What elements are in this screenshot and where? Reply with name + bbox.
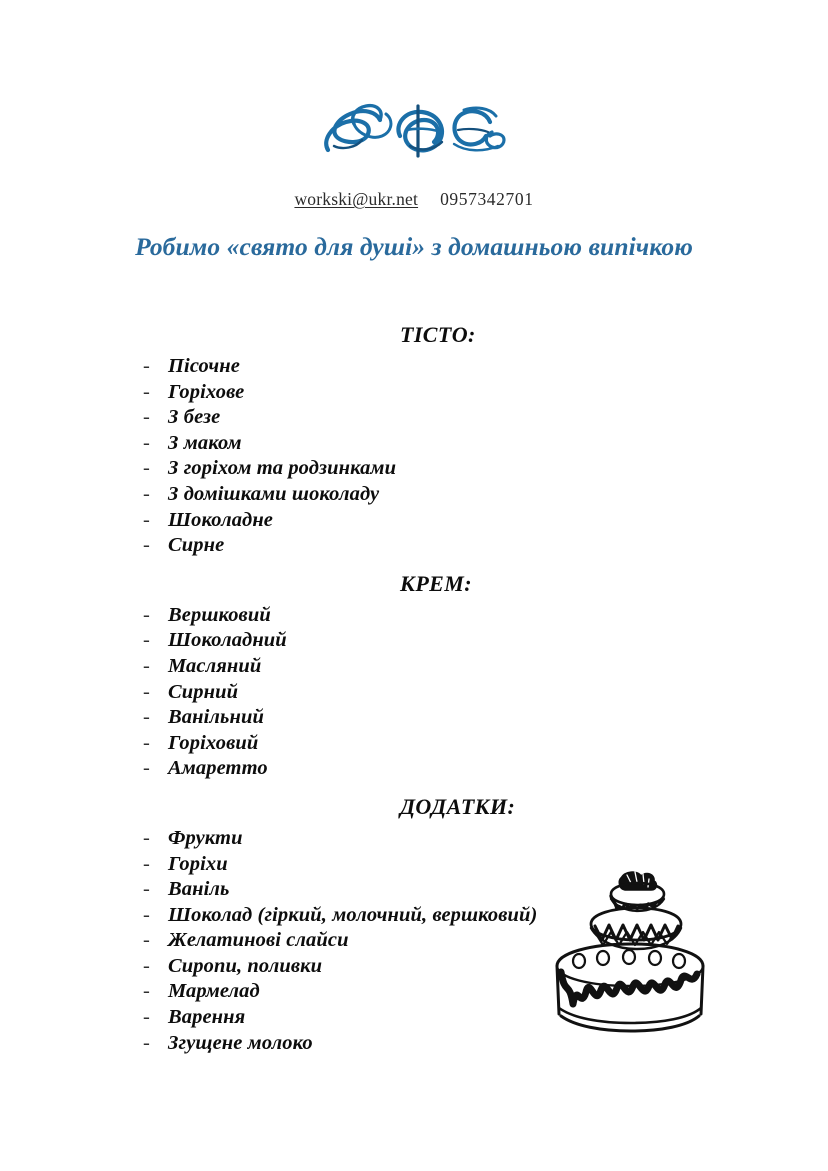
- section-heading-krem: КРЕМ:: [400, 570, 472, 596]
- list-item: [0, 405, 828, 431]
- list-item: [0, 756, 828, 782]
- section-gap: [0, 782, 828, 794]
- three-tier-cake-icon: [545, 862, 715, 1034]
- list-item: [0, 1031, 828, 1057]
- list-item: [0, 380, 828, 406]
- list-item-label: З безе: [168, 406, 221, 429]
- list-item-label: З маком: [168, 431, 242, 454]
- bullet-dash: -: [143, 380, 150, 403]
- list-item: [0, 654, 828, 680]
- bullet-dash: -: [143, 706, 150, 729]
- list-item-label: Мармелад: [168, 980, 260, 1003]
- bullet-dash: -: [143, 1031, 150, 1054]
- list-item-label: Ванільний: [168, 706, 264, 729]
- list-item-label: Горіховий: [168, 731, 259, 754]
- list-item: [0, 456, 828, 482]
- item-list-tisto: [0, 354, 828, 559]
- section-heading-tisto: ТІСТО:: [400, 322, 476, 347]
- script-monogram-logo: [314, 96, 514, 168]
- bullet-dash: -: [143, 929, 150, 952]
- contact-email-link[interactable]: workski@ukr.net: [294, 189, 419, 209]
- list-item-label: Згущене молоко: [168, 1031, 313, 1054]
- list-item-label: Амаретто: [168, 757, 268, 780]
- list-item-label: Шоколад (гіркий, молочний, вершковий): [168, 903, 538, 926]
- list-item-label: Горіхи: [168, 852, 228, 875]
- list-item-label: З домішками шоколаду: [168, 482, 380, 505]
- list-item: [0, 903, 563, 929]
- contact-line: [0, 189, 828, 210]
- bullet-dash: -: [143, 757, 150, 780]
- list-item: [0, 628, 828, 654]
- bullet-dash: -: [143, 852, 150, 875]
- bullet-dash: -: [143, 731, 150, 754]
- list-item-label: Шоколадний: [168, 629, 287, 652]
- list-item-label: Пісочне: [168, 355, 240, 377]
- item-list-krem: [0, 603, 828, 782]
- list-item-label: Шоколадне: [168, 508, 274, 531]
- list-item: [0, 431, 828, 457]
- bullet-dash: -: [143, 680, 150, 703]
- list-item-label: Варення: [168, 1006, 246, 1029]
- section-heading-dodatky: ДОДАТКИ:: [400, 793, 516, 819]
- list-item-label: Горіхове: [168, 380, 245, 403]
- bullet-dash: -: [143, 482, 150, 505]
- bullet-dash: -: [143, 826, 150, 849]
- bullet-dash: -: [143, 1006, 150, 1029]
- brand-logo: [0, 96, 828, 168]
- list-item-label: Масляний: [168, 654, 262, 677]
- list-item-label: З горіхом та родзинками: [168, 457, 397, 480]
- bullet-dash: -: [143, 534, 150, 557]
- bullet-dash: -: [143, 457, 150, 480]
- bullet-dash: -: [143, 954, 150, 977]
- section-gap: [0, 559, 828, 571]
- bullet-dash: -: [143, 406, 150, 429]
- list-item-label: Сирний: [168, 680, 239, 703]
- bullet-dash: -: [143, 903, 150, 926]
- list-item-label: Ваніль: [168, 878, 230, 901]
- list-item-label: Фрукти: [168, 826, 243, 849]
- bullet-dash: -: [143, 878, 150, 901]
- list-item: [0, 826, 828, 852]
- list-item: [0, 680, 828, 706]
- list-item: [0, 482, 828, 508]
- list-item: [0, 508, 828, 534]
- list-item: [0, 603, 828, 629]
- cake-illustration: [545, 862, 715, 1034]
- page-tagline: Робимо «свято для душі» з домашньою випічкою: [135, 232, 693, 261]
- bullet-dash: -: [143, 508, 150, 531]
- section-tisto: [0, 322, 828, 571]
- bullet-dash: -: [143, 629, 150, 652]
- list-item-label: Вершковий: [168, 603, 271, 626]
- bullet-dash: -: [143, 980, 150, 1003]
- list-item-label: Сирне: [168, 534, 225, 557]
- list-item: [0, 731, 828, 757]
- section-krem: [0, 571, 828, 794]
- list-item-label: Желатинові слайси: [168, 929, 349, 952]
- list-item: [0, 705, 828, 731]
- list-item-label: Сиропи, поливки: [168, 954, 323, 977]
- contact-phone: 0957342701: [440, 189, 534, 209]
- bullet-dash: -: [143, 654, 150, 677]
- list-item: [0, 354, 828, 380]
- bullet-dash: -: [143, 355, 150, 377]
- list-item: [0, 533, 828, 559]
- bullet-dash: -: [143, 431, 150, 454]
- bullet-dash: -: [143, 603, 150, 626]
